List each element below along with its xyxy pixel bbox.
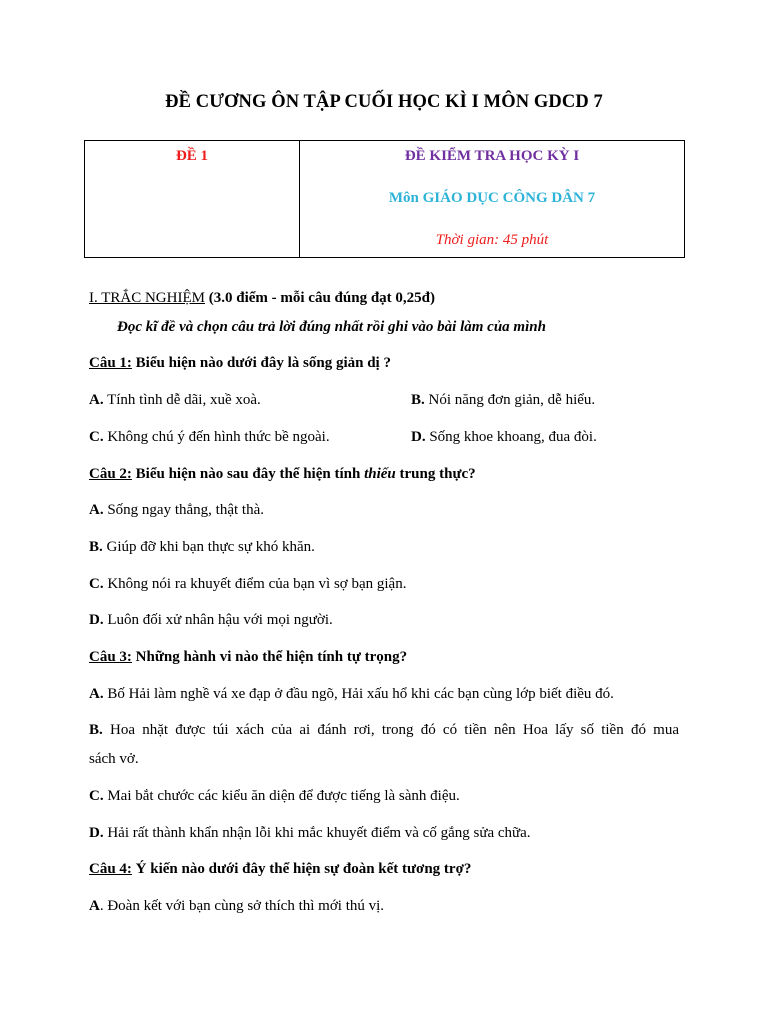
q1-option-c [89, 429, 330, 446]
q3-option-a [89, 686, 614, 703]
option-text: Tính tình dễ dãi, xuề xoà. [103, 392, 261, 408]
option-key: A. [89, 392, 104, 408]
option-text: Sống ngay thẳng, thật thà. [103, 502, 264, 518]
question-4-number: Câu 4: [89, 861, 132, 877]
question-3 [89, 649, 407, 666]
exam-header-table [84, 140, 685, 258]
question-4 [89, 861, 471, 878]
option-key: A. [89, 502, 104, 518]
header-left-cell [85, 141, 300, 257]
option-key: A. [89, 686, 104, 702]
option-text: Không nói ra khuyết điểm của bạn vì sợ bạn giận. [103, 576, 407, 592]
question-1 [89, 355, 391, 372]
question-2-text-pre: Biểu hiện nào sau đây thể hiện tính [131, 466, 365, 482]
q3-option-b-line1 [89, 722, 679, 739]
option-key: B. [411, 392, 425, 408]
option-key: D. [411, 429, 426, 445]
option-text: Nói năng đơn giản, dễ hiểu. [424, 392, 596, 408]
q4-option-a [89, 898, 384, 915]
option-key: B. [89, 539, 103, 555]
option-text: Mai bắt chước các kiểu ăn diện để được tiếng là sành điệu. [103, 788, 460, 804]
section-instruction: Đọc kĩ đề và chọn câu trả lời đúng nhất rồi ghi vào bài làm của mình [117, 319, 546, 335]
document-title: ĐỀ CƯƠNG ÔN TẬP CUỐI HỌC KÌ I MÔN GDCD 7 [165, 92, 603, 112]
option-text: Hoa nhặt được túi xách của ai đánh rơi, trong đó có tiền nên Hoa lấy số tiền đó mua [102, 722, 679, 738]
option-key: A [89, 898, 100, 914]
option-text: Giúp đỡ khi bạn thực sự khó khăn. [102, 539, 315, 555]
section-points: (3.0 điểm - mỗi câu đúng đạt 0,25đ) [204, 290, 436, 306]
question-3-text: Những hành vi nào thể hiện tính tự trọng? [131, 649, 408, 665]
section-title: I. TRẮC NGHIỆM [89, 290, 205, 306]
question-2 [89, 466, 476, 483]
question-1-text: Biểu hiện nào dưới đây là sống giản dị ? [131, 355, 391, 371]
q2-option-d [89, 612, 333, 629]
exam-time: Thời gian: 45 phút [435, 232, 549, 248]
q1-option-a [89, 392, 261, 409]
q2-option-a [89, 502, 264, 519]
option-text: Không chú ý đến hình thức bề ngoài. [103, 429, 330, 445]
exam-subject: Môn GIÁO DỤC CÔNG DÂN 7 [388, 190, 596, 206]
option-key: C. [89, 788, 104, 804]
option-key: D. [89, 825, 104, 841]
q2-option-b [89, 539, 315, 556]
q2-option-c [89, 576, 406, 593]
exam-number-label: ĐỀ 1 [175, 148, 209, 164]
option-text: Sống khoe khoang, đua đòi. [425, 429, 597, 445]
q1-option-d [411, 429, 597, 446]
q1-option-b [411, 392, 595, 409]
option-text: . Đoàn kết với bạn cùng sở thích thì mới thú vị. [99, 898, 385, 914]
option-key: C. [89, 429, 104, 445]
q3-option-b-line2: sách vở. [89, 751, 139, 767]
option-key: D. [89, 612, 104, 628]
option-text: Bố Hải làm nghề vá xe đạp ở đầu ngõ, Hải xấu hổ khi các bạn cùng lớp biết điều đó. [103, 686, 614, 702]
question-1-number: Câu 1: [89, 355, 132, 371]
question-2-text-post: trung thực? [395, 466, 476, 482]
question-2-text-emphasis: thiếu [364, 466, 396, 482]
option-key: B. [89, 722, 103, 738]
question-3-number: Câu 3: [89, 649, 132, 665]
q3-option-c [89, 788, 460, 805]
option-text: Hải rất thành khẩn nhận lỗi khi mắc khuyết điểm và cố gắng sửa chữa. [103, 825, 531, 841]
header-right-cell [300, 141, 684, 257]
section-heading [89, 290, 435, 307]
question-4-text: Ý kiến nào dưới đây thể hiện sự đoàn kết tương trợ? [131, 861, 472, 877]
question-2-number: Câu 2: [89, 466, 132, 482]
option-key: C. [89, 576, 104, 592]
q3-option-d [89, 825, 531, 842]
option-text: Luôn đối xử nhân hậu với mọi người. [103, 612, 333, 628]
exam-title: ĐỀ KIỂM TRA HỌC KỲ I [404, 148, 580, 164]
